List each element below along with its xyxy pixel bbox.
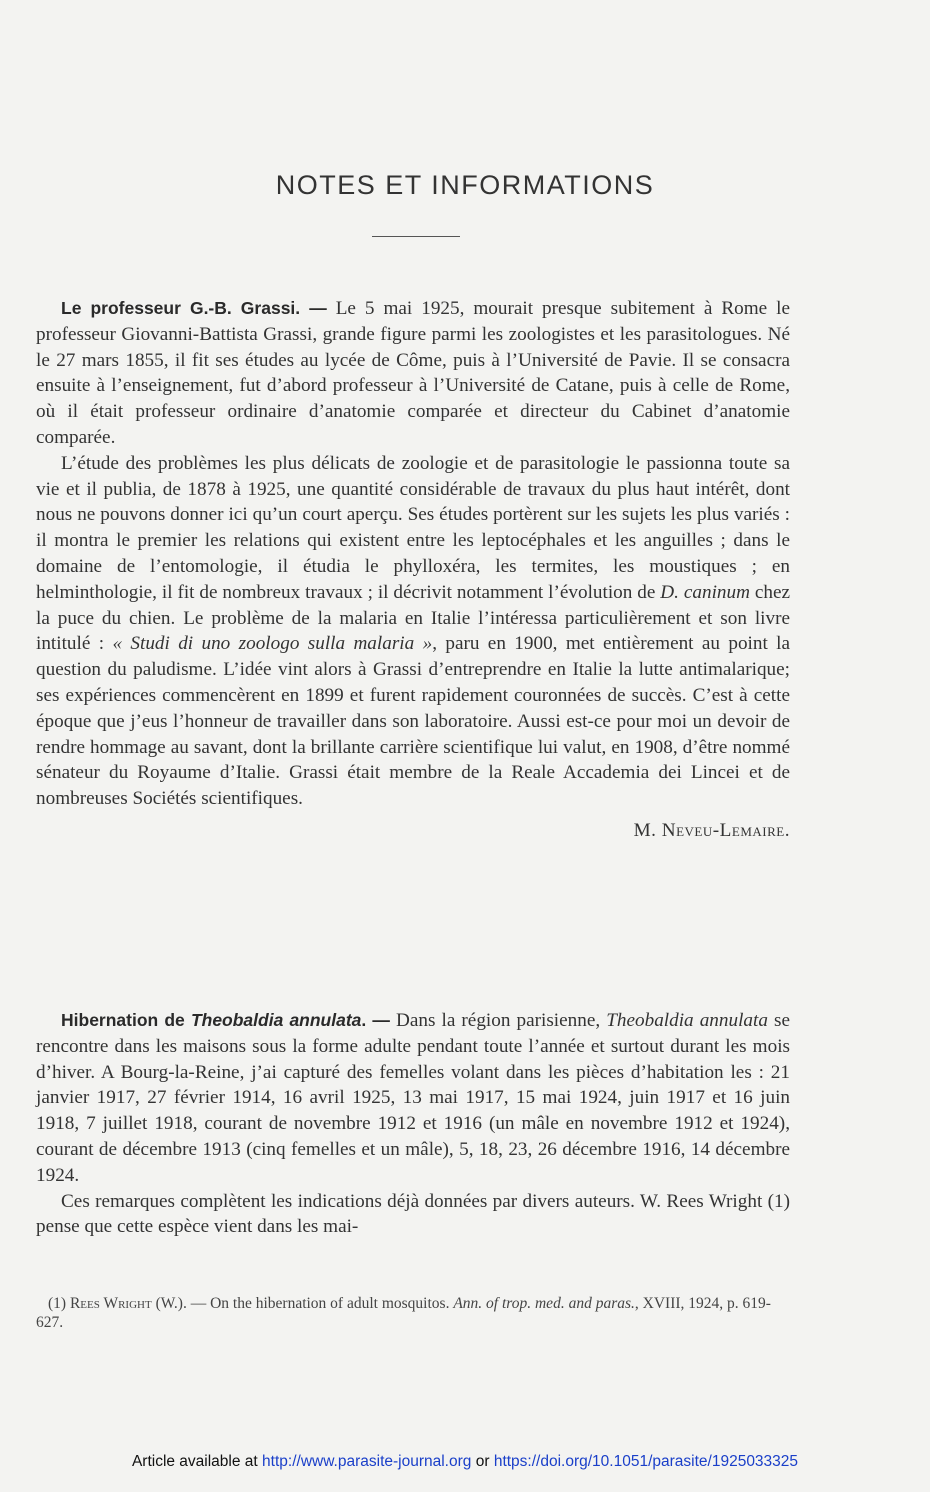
title-rule [372, 236, 460, 237]
article-theobaldia [36, 1008, 790, 1240]
availability-footer: Article available at http://www.parasite-journal.org or https://doi.org/10.1051/parasite/1925033325 [131, 1453, 799, 1470]
article-grassi [36, 296, 790, 844]
article-grassi-paragraph-2: L’étude des problèmes les plus délicats de zoologie et de parasitologie le passionna toute sa vie et il publia, de 1878 à 1925, une quantité considérable de travaux du plus haut intérêt, dont nous ne pouvons donner ici qu’un court aperçu. Ses études portèrent sur les sujets les plus variés : il montra le premier les relations qui existent entre les leptocéphales et les anguilles ; dans le domaine de l’entomologie, il étudia le phylloxéra, les termites, les moustiques ; en helminthologie, il fit de nombreux travaux ; il décrivit notamment l’évolution de D. caninum chez la puce du chien. Le problème de la malaria en Italie l’intéressa particulièrement et son livre intitulé : « Studi di uno zoologo sulla malaria », paru en 1900, met entièrement au point la question du paludisme. L’idée vint alors à Grassi d’entreprendre en Italie la lutte antimalarique; ses expériences commencèrent en 1899 et furent rapidement couronnées de succès. C’est à cette époque que j’eus l’honneur de travailler dans son laboratoire. Aussi est-ce pour moi un devoir de rendre hommage au savant, dont la brillante carrière scientifique lui valut, en 1908, d’être nommé sénateur du Royaume d’Italie. Grassi était membre de la Reale Accademia dei Lincei et de nombreuses Sociétés scientifiques. [36, 452, 791, 810]
article-theobaldia-paragraph-2: Ces remarques complètent les indications déjà données par divers auteurs. W. Rees Wright (1) pense que cette espèce vient dans les mai- [36, 1190, 790, 1238]
journal-link[interactable]: http://www.parasite-journal.org [262, 1453, 472, 1470]
article-theobaldia-paragraph-1: Hibernation de Theobaldia annulata. — Dans la région parisienne, Theobaldia annulata se rencontre dans les maisons sous la forme adulte pendant toute l’année et surtout durant les mois d’hiver. A Bourg-la-Reine, j’ai capturé des femelles volant dans les pièces d’habitation les : 21 janvier 1917, 27 février 1914, 16 avril 1925, 13 mai 1917, 15 mai 1924, juin 1917 et 16 juin 1918, 7 juillet 1918, courant de novembre 1912 et 1916 (un mâle en novembre 1912 et 1924), courant de décembre 1913 (cinq femelles et un mâle), 5, 18, 23, 26 décembre 1916, 14 décembre 1924. [36, 1010, 791, 1186]
doi-link[interactable]: https://doi.org/10.1051/parasite/1925033325 [493, 1453, 799, 1470]
article-grassi-signature: M. Neveu-Lemaire. [633, 819, 790, 841]
article-theobaldia-heading: Hibernation de Theobaldia annulata. — [61, 1010, 390, 1030]
page-title: NOTES ET INFORMATIONS [275, 170, 655, 200]
footnote: (1) Rees Wright (W.). — On the hibernation of adult mosquitos. Ann. of trop. med. and paras., XVIII, 1924, p. 619-627. [36, 1295, 771, 1331]
article-grassi-heading: Le professeur G.-B. Grassi. — [61, 298, 327, 318]
article-grassi-paragraph-1: Le professeur G.-B. Grassi. — Le 5 mai 1925, mourait presque subitement à Rome le professeur Giovanni-Battista Grassi, grande figure parmi les zoologistes et les parasitologues. Né le 27 mars 1855, il fit ses études au lycée de Côme, puis à l’Université de Pavie. Il se consacra ensuite à l’enseignement, fut d’abord professeur à l’Université de Catane, puis à celle de Rome, où il était professeur ordinaire d’anatomie comparée et directeur du Cabinet d’anatomie comparée. [36, 298, 791, 448]
